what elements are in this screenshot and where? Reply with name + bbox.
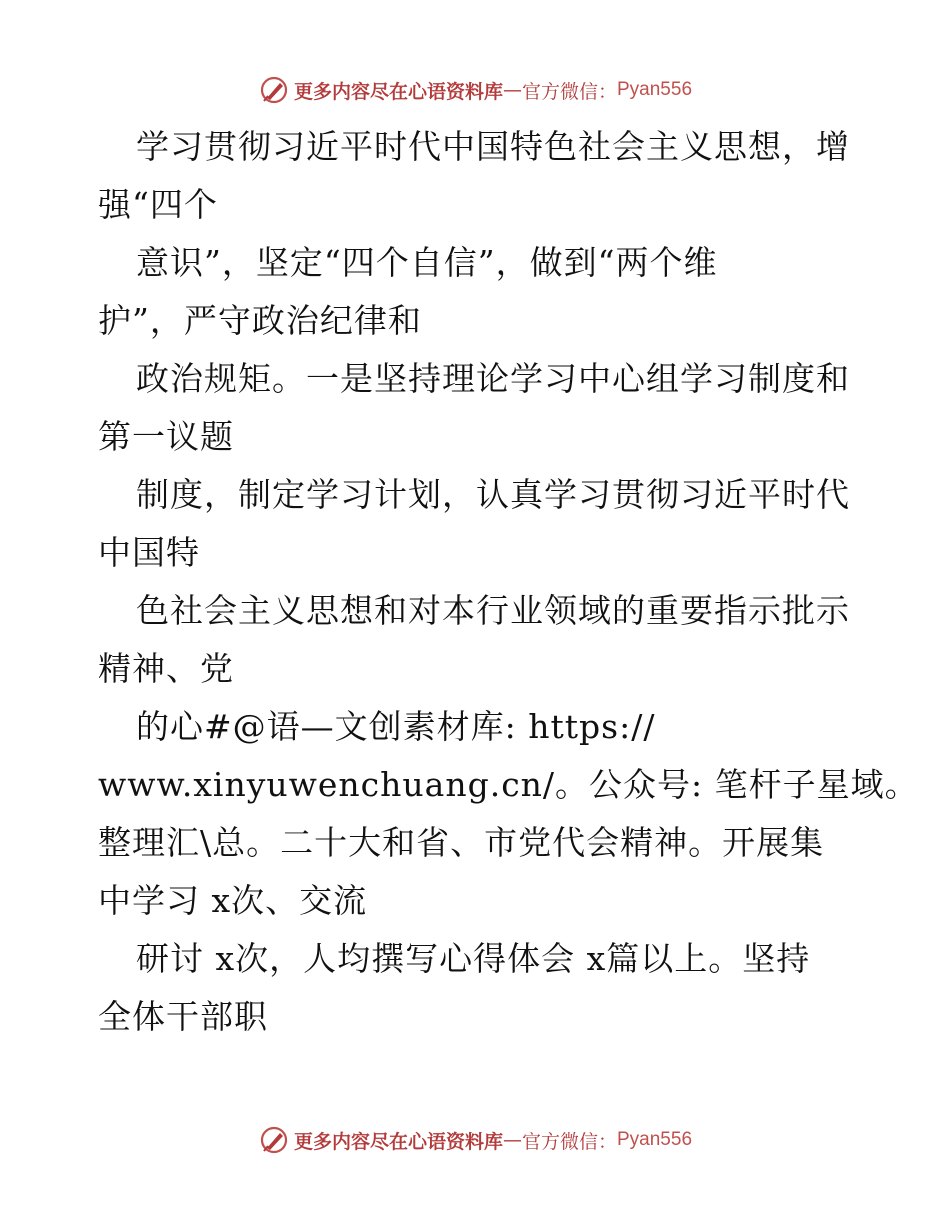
text-line: 精神、党: [98, 649, 234, 688]
text-line: 色社会主义思想和对本行业领域的重要指示批示: [136, 591, 850, 630]
text-line: 中学习 x次、交流: [98, 881, 368, 920]
text-line: 意识”，坚定“四个自信”，做到“两个维: [136, 243, 718, 282]
text-line: 制度，制定学习计划，认真学习贯彻习近平时代: [136, 475, 850, 514]
banner-separator: —: [502, 79, 522, 101]
banner-contact-label: 官方微信：: [521, 80, 617, 103]
banner-contact-id: Pyan556: [617, 1129, 693, 1150]
pen-logo-icon: [258, 1124, 290, 1156]
text-line: 的心#@语—文创素材库: https://: [136, 707, 656, 746]
footer-banner: [0, 1120, 950, 1160]
document-body: [98, 118, 919, 1046]
text-line: www.xinyuwenchuang.cn/。公众号: 笔杆子星域。: [98, 765, 919, 804]
text-line: 强“四个: [98, 185, 218, 224]
header-banner: [0, 70, 950, 110]
text-line: 全体干部职: [98, 997, 268, 1036]
text-line: 第一议题: [98, 417, 234, 456]
banner-brand: 更多内容尽在心语资料库: [293, 80, 503, 103]
banner-contact-id: Pyan556: [617, 79, 693, 100]
pen-logo-icon: [258, 74, 290, 106]
text-line: 中国特: [98, 533, 200, 572]
banner-contact-label: 官方微信：: [521, 1130, 617, 1153]
banner-separator: —: [502, 1129, 522, 1151]
text-line: 学习贯彻习近平时代中国特色社会主义思想，增: [136, 127, 850, 166]
text-line: 整理汇\总。二十大和省、市党代会精神。开展集: [98, 823, 825, 862]
text-line: 研讨 x次，人均撰写心得体会 x篇以上。坚持: [136, 939, 811, 978]
text-line: 护”，严守政治纪律和: [98, 301, 422, 340]
text-line: 政治规矩。一是坚持理论学习中心组学习制度和: [136, 359, 850, 398]
banner-brand: 更多内容尽在心语资料库: [293, 1130, 503, 1153]
